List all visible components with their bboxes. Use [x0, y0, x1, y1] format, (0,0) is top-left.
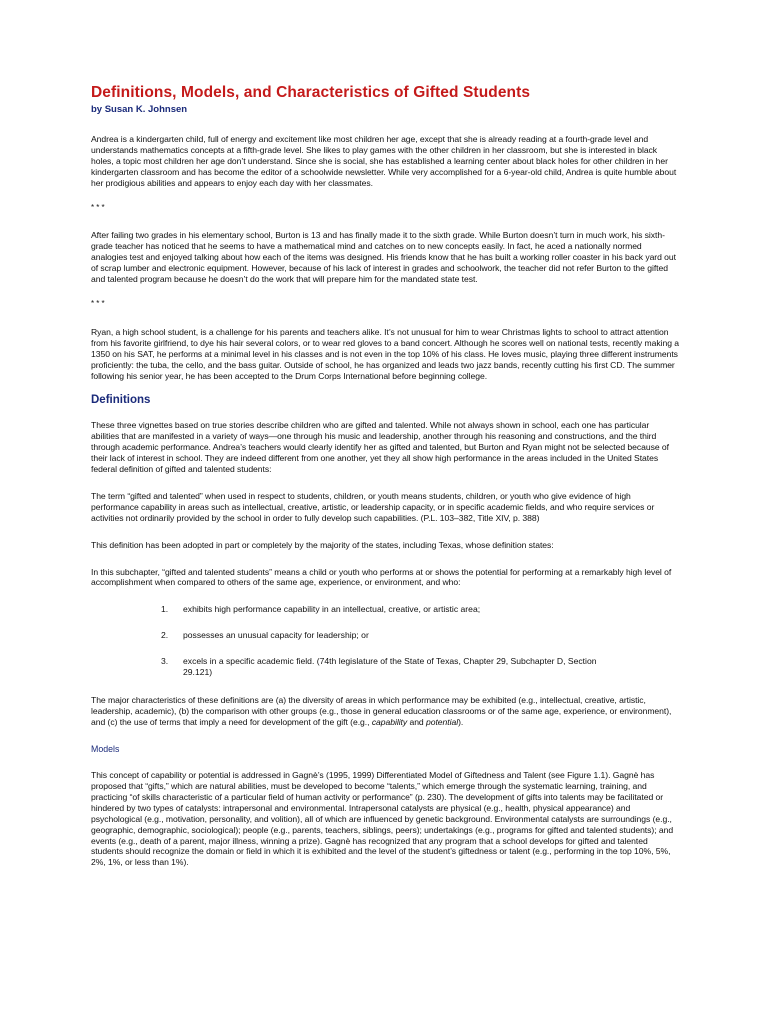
vignette-ryan: Ryan, a high school student, is a challenge for his parents and teachers alike. It’s not unusual for him to wear Christmas lights to school to attract attention from his favorite girlfriend, to dye his hair several colors, or to wear red gloves to a band concert. Although he scores well on national tests, recently making a 1350 on his SAT, he performs at a minimal level in his classes and is not even in the top 10% of his class. He loves music, playing three different instruments proficiently: the tuba, the cello, and the bass guitar. Outside of school, he has organized and leads two jazz bands, recently cutting his first CD. The summer following his senior year, he has been accepted to the Drum Corps International before beginning college. [91, 326, 679, 381]
list-item-text: possesses an unusual capacity for leadership; or [183, 630, 369, 641]
conjunction: and [407, 717, 427, 728]
definitions-heading: Definitions [91, 394, 151, 407]
models-paragraph: This concept of capability or potential is addressed in Gagnè’s (1995, 1999) Differentiated Model of Giftedness and Talent (see Figure 1.1). Gagnè has proposed that “gifts,” which are natural abilities, must be developed to become “talents,” which emerge through the systematic learning, training, and practicing “of skills characteristic of a particular field of human activity or performance” (p. 230). The development of gifts into talents may be facilitated or hindered by two types of catalysts: intrapersonal and environmental. Intrapersonal catalysts are physical (e.g., health, physical appearance) and psychological (e.g., motivation, personality, and volition), all of which are influenced by genetic background. Environmental catalysts are surroundings (e.g., geographic, demographic, sociological); people (e.g., parents, teachers, siblings, peers); undertakings (e.g., programs for gifted and talented students); and events (e.g., death of a parent, major illness, winning a prize). Gagnè has recognized that any program that a school develops for gifted and talented students should recognize the domain or field in which it is exhibited and the level of the student’s giftedness or talent (e.g., performing in the top 10%, 5%, 2%, 1%, or less than 1%). [91, 770, 674, 868]
article-title: Definitions, Models, and Characteristics of Gifted Students [91, 84, 531, 101]
term-capability: capability [371, 717, 408, 728]
article [91, 84, 679, 868]
list-item [91, 630, 679, 641]
list-item-number: 1. [161, 604, 169, 615]
state-adoption: This definition has been adopted in part or completely by the majority of the states, including Texas, whose definition states: [91, 539, 554, 550]
definitions-paragraph: These three vignettes based on true stories describe children who are gifted and talented. While not always shown in school, each one has particular abilities that are manifested in a variety of ways—one through his music and leadership, another through his reasoning and constructions, and the third through academic performance. Andrea’s teachers would clearly identify her as gifted and talented, but Burton and Ryan might not be selected because of their lack of interest in school. They are indeed different from one another, yet they all show high performance in the areas included in the United States federal definition of gifted and talented students: [91, 420, 669, 475]
list-item-text: exhibits high performance capability in an intellectual, creative, or artistic area; [183, 604, 481, 615]
separator: * * * [91, 202, 105, 212]
term-potential: potential [426, 717, 459, 728]
vignette-burton: After failing two grades in his elementary school, Burton is 13 and has finally made it to the sixth grade. While Burton doesn’t turn in much work, his sixth-grade teacher has noticed that he seems to have a mathematical mind and catches on to new concepts easily. In fact, he aced a nationally normed analogies test and enjoyed talking about how each of the items was designed. His friends know that he has built a working roller coaster in his back yard out of scrap lumber and electronic equipment. However, because of his lack of interest in grades and schoolwork, the teacher did not refer Burton to the gifted and talented program because he doesn’t do the work that will prepare him for the mandated state test. [91, 230, 676, 285]
federal-definition: The term “gifted and talented” when used in respect to students, children, or youth means students, children, or youth who give evidence of high performance capability in areas such as intellectual, creative, artistic, or leadership capacity, or in specific academic fields, and who require services or activities not ordinarily provided by the school in order to fully develop such capabilities. (P.L. 103–382, Title XIV, p. 388) [91, 490, 655, 523]
closing: ). [458, 717, 464, 728]
characteristics-paragraph [91, 695, 679, 728]
list-item [91, 656, 679, 678]
characteristics-text: The major characteristics of these definitions are (a) the diversity of areas in which performance may be exhibited (e.g., intellectual, creative, artistic, leadership, academic), (b) the comparison with other groups (e.g., those in general education classrooms or of the same age, experience, or environment), and (c) the use of terms that imply a need for development of the gift (e.g., [91, 695, 672, 728]
list-item [91, 604, 679, 615]
author-byline: by Susan K. Johnsen [91, 104, 188, 115]
vignette-andrea: Andrea is a kindergarten child, full of energy and excitement like most children her age, except that she is already reading at a fourth-grade level and understands mathematics concepts at a fifth-grade level. She likes to play games with the other children in her classroom, but she is interested in black holes, a topic most children her age don’t understand. Since she is social, she has established a learning center about black holes for other children in her kindergarten classroom and has become the editor of a schoolwide newsletter. While very accomplished for a 6-year-old child, Andrea is quite humble about her prodigious abilities and appears to enjoy each day with her classmates. [91, 134, 677, 188]
list-item-text: excels in a specific academic field. (74th legislature of the State of Texas, Chapter 29, Subchapter D, Section 29.121) [183, 656, 597, 678]
texas-definition: In this subchapter, “gifted and talented students” means a child or youth who performs at or shows the potential for performing at a remarkably high level of accomplishment when compared to others of the same age, experience, or environment, and who: [91, 566, 672, 588]
separator: * * * [91, 298, 105, 308]
list-item-number: 3. [161, 656, 169, 667]
criteria-list [91, 604, 679, 678]
list-item-number: 2. [161, 630, 169, 641]
models-heading: Models [91, 744, 120, 755]
